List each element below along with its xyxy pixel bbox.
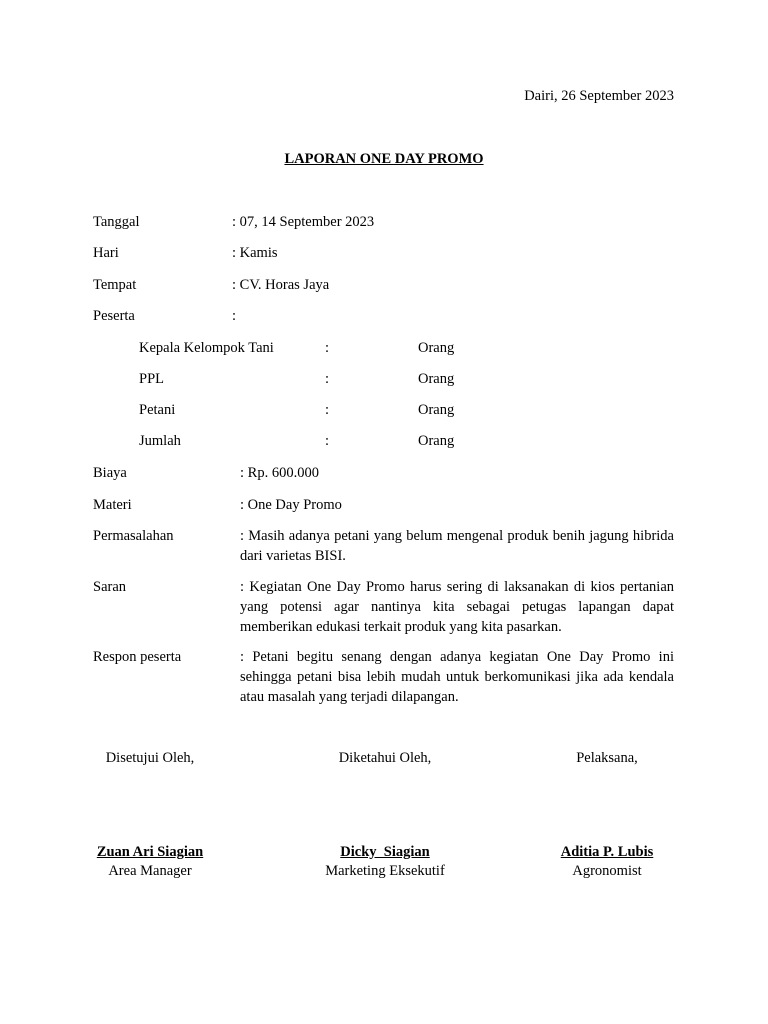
participant-colon: : bbox=[325, 371, 330, 387]
participant-label: Kepala Kelompok Tani bbox=[139, 340, 274, 356]
signature-heading: Pelaksana, bbox=[576, 750, 638, 766]
field-label-respon: Respon peserta bbox=[93, 649, 182, 665]
participant-unit: Orang bbox=[418, 433, 455, 449]
signatory-role: Area Manager bbox=[108, 863, 192, 879]
field-value-permasalahan: : Masih adanya petani yang belum mengenal produk benih jagung hibrida dari varietas BISI. bbox=[240, 528, 674, 564]
field-value-peserta: : bbox=[232, 308, 237, 324]
participant-colon: : bbox=[325, 402, 330, 418]
field-label-biaya: Biaya bbox=[93, 465, 127, 481]
participant-unit: Orang bbox=[418, 340, 455, 356]
field-value-biaya: : Rp. 600.000 bbox=[240, 465, 319, 481]
field-label-tempat: Tempat bbox=[93, 277, 137, 293]
participant-colon: : bbox=[325, 433, 330, 449]
signatory-role: Agronomist bbox=[572, 863, 642, 879]
participant-unit: Orang bbox=[418, 402, 455, 418]
field-value-tanggal: : 07, 14 September 2023 bbox=[232, 214, 375, 230]
field-value-respon: : Petani begitu senang dengan adanya kegiatan One Day Promo ini sehingga petani bisa lebih mudah untuk berkomunikasi jika ada kendala atau masalah yang terjadi dilapangan. bbox=[240, 649, 674, 705]
participant-label: Petani bbox=[139, 402, 176, 418]
field-label-tanggal: Tanggal bbox=[93, 214, 140, 230]
field-value-hari: : Kamis bbox=[232, 245, 278, 261]
field-label-hari: Hari bbox=[93, 245, 119, 261]
participant-label: Jumlah bbox=[139, 433, 181, 449]
participant-colon: : bbox=[325, 340, 330, 356]
field-value-tempat: : CV. Horas Jaya bbox=[232, 277, 330, 293]
report-title: LAPORAN ONE DAY PROMO bbox=[284, 151, 484, 167]
place-date: Dairi, 26 September 2023 bbox=[524, 88, 674, 104]
signature-heading: Disetujui Oleh, bbox=[105, 750, 195, 766]
field-label-saran: Saran bbox=[93, 579, 127, 595]
field-label-materi: Materi bbox=[93, 497, 132, 513]
participant-unit: Orang bbox=[418, 371, 455, 387]
signatory-role: Marketing Eksekutif bbox=[325, 863, 445, 879]
field-value-saran: : Kegiatan One Day Promo harus sering di laksanakan di kios pertanian yang potensi agar nantinya kita sebagai petugas lapangan dapat memberikan edukasi terkait produk yang kita pasarkan. bbox=[240, 579, 674, 635]
signature-heading: Diketahui Oleh, bbox=[338, 750, 432, 766]
signatory-name: Dicky Siagian bbox=[340, 844, 430, 860]
field-label-permasalahan: Permasalahan bbox=[93, 528, 174, 544]
field-value-materi: : One Day Promo bbox=[240, 497, 342, 513]
signatory-name: Aditia P. Lubis bbox=[560, 844, 654, 860]
signatory-name: Zuan Ari Siagian bbox=[96, 844, 204, 860]
participant-label: PPL bbox=[139, 371, 164, 387]
field-label-peserta: Peserta bbox=[93, 308, 135, 324]
